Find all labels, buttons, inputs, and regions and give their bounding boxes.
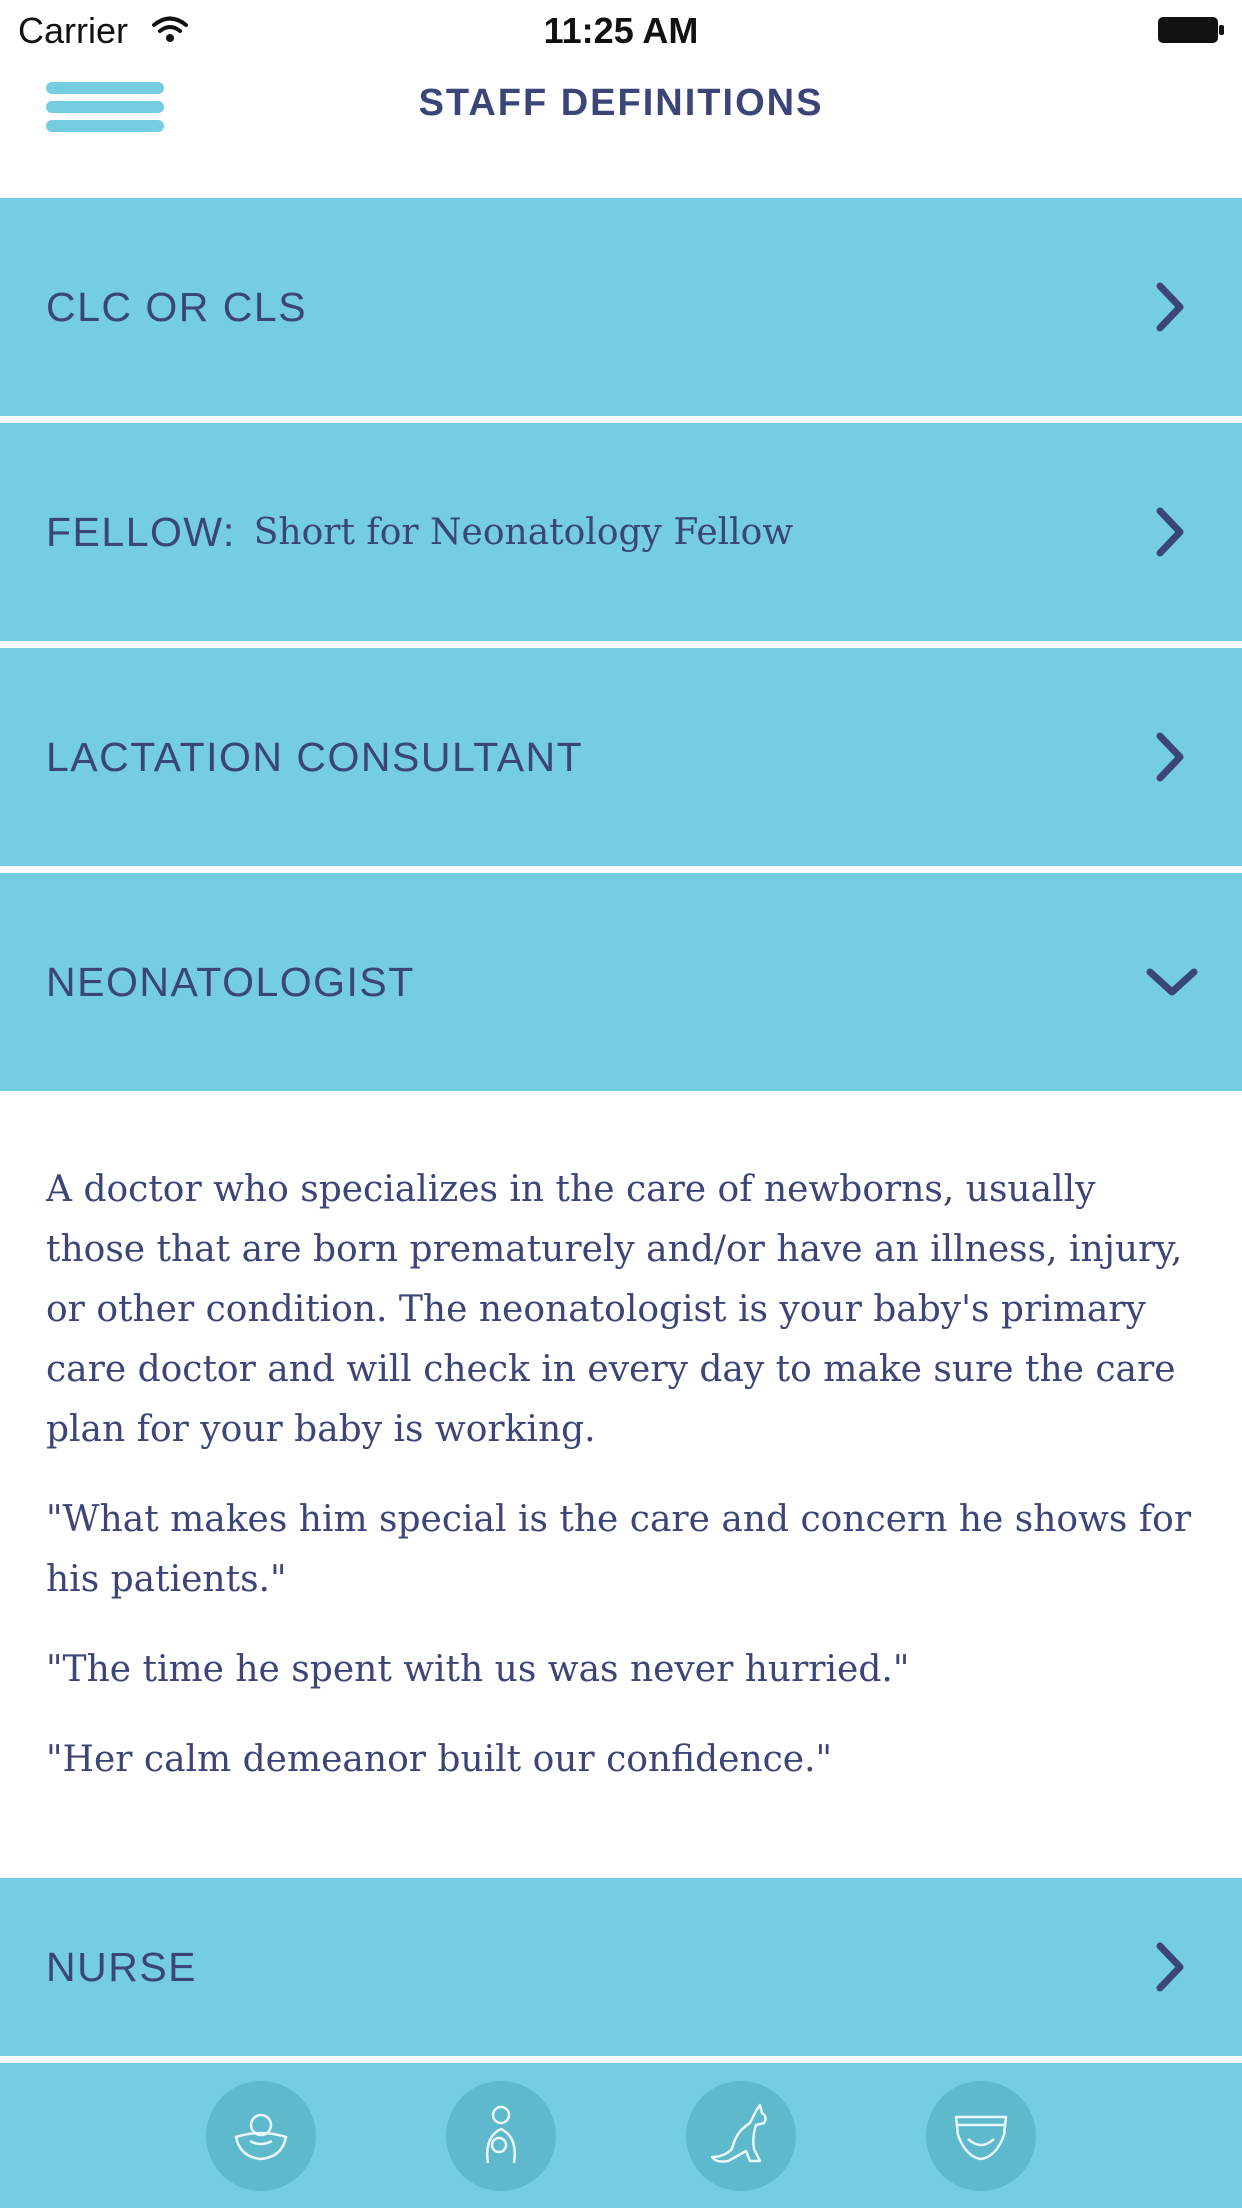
row-subtitle: Short for Neonatology Fellow [253,511,794,553]
neonatologist-definition [46,1160,1198,1820]
parent-holding-baby-icon [466,2101,536,2171]
diaper-icon [946,2101,1016,2171]
tab-baby-care[interactable] [206,2081,316,2191]
carrier-label: Carrier [18,10,129,51]
accordion-row-neonatologist[interactable] [0,873,1242,1091]
row-title: NURSE [46,1943,198,1990]
testimonial-quote: "Her calm demeanor built our confidence." [46,1739,833,1780]
row-title: LACTATION CONSULTANT [46,733,584,780]
page-title: STAFF DEFINITIONS [418,82,824,124]
testimonial-quote: "The time he spent with us was never hurried." [46,1649,910,1690]
accordion-row-fellow[interactable] [0,423,1242,641]
accordion-row-nurse[interactable] [0,1878,1242,2056]
battery-icon [1156,14,1226,46]
baby-in-hands-icon [226,2101,296,2171]
tab-bar [0,2063,1242,2208]
chevron-down-icon [1144,962,1200,1002]
accordion-row-lactation-consultant[interactable] [0,648,1242,866]
chevron-right-icon [1150,280,1190,334]
status-time: 11:25 AM [543,10,699,51]
accordion-row-clc-or-cls[interactable] [0,198,1242,416]
definition-paragraph: A doctor who specializes in the care of newborns, usually those that are born prematurely and/or have an illness, injury, or other condition. The neonatologist is your baby's primary care doctor and will check in every day to make sure the care plan for your baby is working. [46,1169,1183,1450]
status-bar [0,0,1242,62]
row-title: CLC OR CLS [46,283,308,330]
tab-parent-holding-baby[interactable] [446,2081,556,2191]
chevron-right-icon [1150,730,1190,784]
chevron-right-icon [1150,1940,1190,1994]
row-title: FELLOW: [46,508,236,555]
navigation-bar [0,62,1242,198]
chevron-right-icon [1150,505,1190,559]
kangaroo-icon [706,2101,776,2171]
row-title: NEONATOLOGIST [46,958,415,1005]
testimonial-quote: "What makes him special is the care and concern he shows for his patients." [46,1499,1192,1600]
tab-diaper[interactable] [926,2081,1036,2191]
tab-kangaroo-care[interactable] [686,2081,796,2191]
